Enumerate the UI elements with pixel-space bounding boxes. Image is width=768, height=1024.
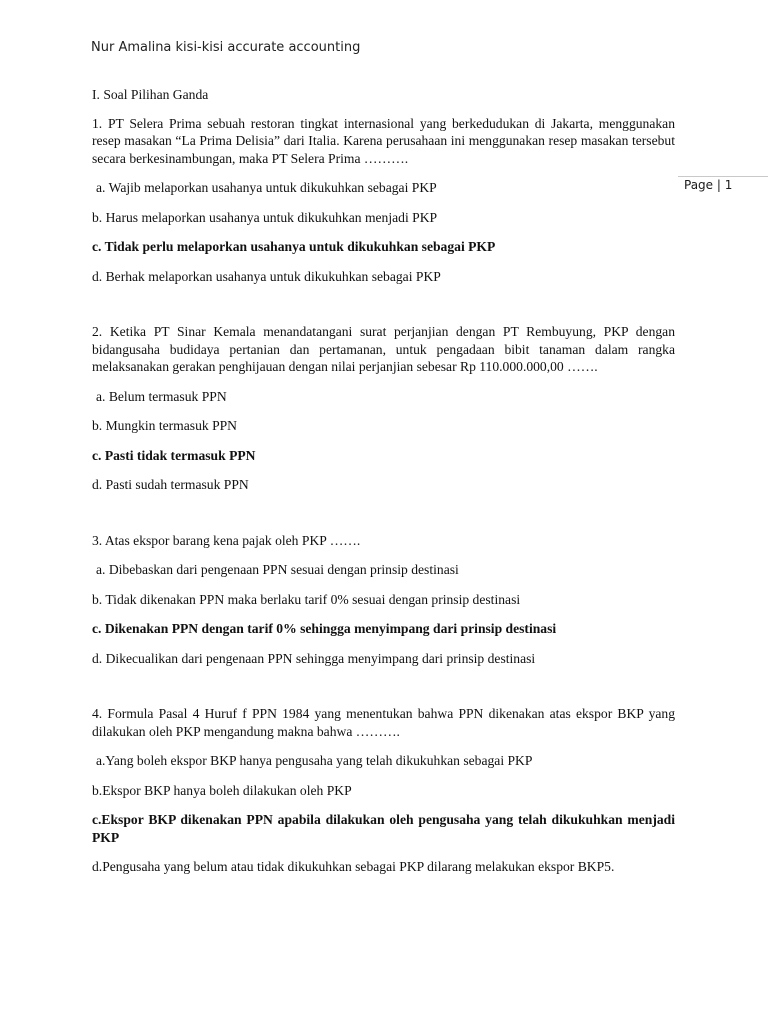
option-1a: a. Wajib melaporkan usahanya untuk dikukuhkan sebagai PKP bbox=[96, 180, 437, 195]
option-4d: d.Pengusaha yang belum atau tidak dikukuhkan sebagai PKP dilarang melakukan ekspor BKP5. bbox=[92, 859, 615, 874]
option-1d: d. Berhak melaporkan usahanya untuk dikukuhkan sebagai PKP bbox=[92, 268, 441, 284]
option-2a: a. Belum termasuk PPN bbox=[96, 388, 227, 404]
option-2c-answer: c. Pasti tidak termasuk PPN bbox=[92, 447, 256, 463]
option-1b: b. Harus melaporkan usahanya untuk dikukuhkan menjadi PKP bbox=[92, 209, 438, 225]
option-4b: b.Ekspor BKP hanya boleh dilakukan oleh PKP bbox=[92, 782, 352, 798]
page-header: Nur Amalina kisi-kisi accurate accounting bbox=[91, 40, 361, 55]
question-text-4: 4. Formula Pasal 4 Huruf f PPN 1984 yang menentukan bahwa PPN dikenakan atas ekspor BKP yang dilakukan oleh PKP mengandung makna bahwa ………. bbox=[92, 706, 675, 739]
option-3a: a. Dibebaskan dari pengenaan PPN sesuai dengan prinsip destinasi bbox=[96, 562, 459, 577]
question-text-1: 1. PT Selera Prima sebuah restoran tingkat internasional yang berkedudukan di Jakarta, menggunakan resep masakan “La Prima Delisia” dari Italia. Karena perusahaan ini menggunakan resep masakan tersebut secara berkesinambungan, maka PT Selera Prima ………. bbox=[92, 115, 675, 166]
option-4a: a.Yang boleh ekspor BKP hanya pengusaha yang telah dikukuhkan sebagai PKP bbox=[96, 753, 533, 768]
section-title: I. Soal Pilihan Ganda bbox=[92, 87, 209, 102]
option-2d: d. Pasti sudah termasuk PPN bbox=[92, 477, 249, 492]
option-3d: d. Dikecualikan dari pengenaan PPN sehingga menyimpang dari prinsip destinasi bbox=[92, 650, 536, 666]
option-1c-answer: c. Tidak perlu melaporkan usahanya untuk dikukuhkan sebagai PKP bbox=[92, 239, 496, 254]
question-block-2 bbox=[92, 323, 675, 494]
option-3c-answer: c. Dikenakan PPN dengan tarif 0% sehingga menyimpang dari prinsip destinasi bbox=[92, 621, 557, 636]
page-number: Page | 1 bbox=[684, 178, 733, 192]
question-block-1 bbox=[92, 115, 675, 286]
question-block-3 bbox=[92, 532, 675, 668]
question-block-4 bbox=[92, 705, 675, 876]
option-3b: b. Tidak dikenakan PPN maka berlaku tarif 0% sesuai dengan prinsip destinasi bbox=[92, 591, 521, 607]
option-2b: b. Mungkin termasuk PPN bbox=[92, 418, 238, 433]
option-4c-answer: c.Ekspor BKP dikenakan PPN apabila dilakukan oleh pengusaha yang telah dikukuhkan menjadi PKP bbox=[92, 812, 675, 845]
question-text-3: 3. Atas ekspor barang kena pajak oleh PKP ……. bbox=[92, 532, 361, 548]
page-number-rule bbox=[678, 176, 768, 177]
question-text-2: 2. Ketika PT Sinar Kemala menandatangani surat perjanjian dengan PT Rembuyung, PKP dengan bidangusaha budidaya pertanian dan pertamanan, untuk pengadaan bibit tanaman dalam rangka melaksanakan gerakan penghijauan dengan nilai perjanjian sebesar Rp 110.000.000,00 ……. bbox=[92, 324, 675, 374]
document-content bbox=[92, 86, 675, 876]
